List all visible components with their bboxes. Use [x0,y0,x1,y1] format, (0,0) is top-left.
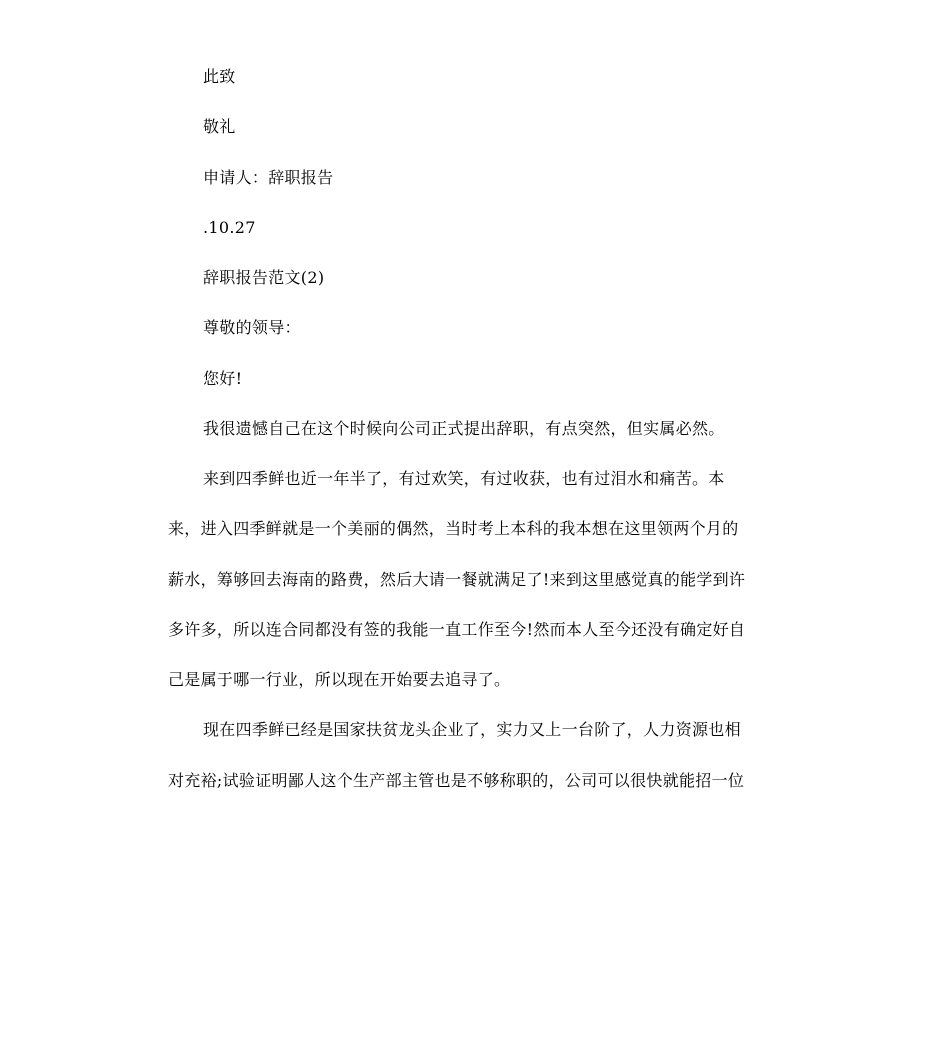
date-line: .10.27 [203,218,256,237]
applicant-line: 申请人：辞职报告 [203,168,334,187]
closing-line: 此致 [203,67,236,86]
paragraph-1: 我很遗憾自己在这个时候向公司正式提出辞职，有点突然，但实属必然。 [203,419,725,438]
salutation-regards: 敬礼 [203,117,236,136]
greeting-line: 尊敬的领导： [203,318,301,337]
paragraph-2-line-3: 薪水，筹够回去海南的路费，然后大请一餐就满足了!来到这里感觉真的能学到许 [168,570,746,589]
paragraph-2-line-5: 己是属于哪一行业，所以现在开始要去追寻了。 [168,670,511,689]
paragraph-3-line-2: 对充裕;试验证明鄙人这个生产部主管也是不够称职的，公司可以很快就能招一位 [168,771,745,790]
paragraph-2-line-1: 来到四季鲜也近一年半了，有过欢笑，有过收获，也有过泪水和痛苦。本 [203,469,725,488]
paragraph-3-line-1: 现在四季鲜已经是国家扶贫龙头企业了，实力又上一台阶了，人力资源也相 [203,720,741,739]
hello-line: 您好! [203,369,243,388]
paragraph-2-line-2: 来，进入四季鲜就是一个美丽的偶然，当时考上本科的我本想在这里领两个月的 [168,519,739,538]
paragraph-2-line-4: 多许多，所以连合同都没有签的我能一直工作至今!然而本人至今还没有确定好自 [168,620,746,639]
section-title: 辞职报告范文(2) [203,268,325,287]
